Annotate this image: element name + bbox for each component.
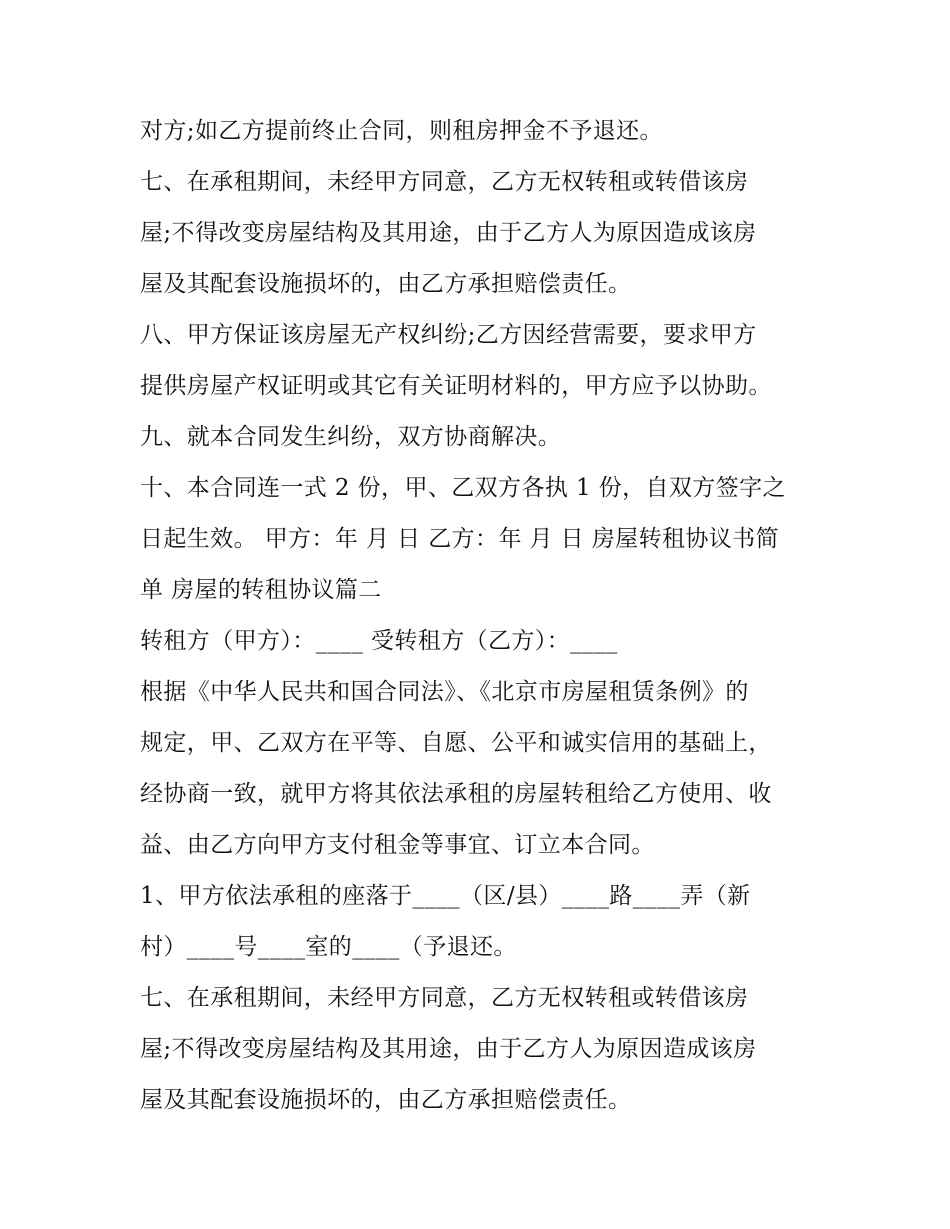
text-line: 村）____号____室的____（予退还。 [140,934,517,960]
text-line: 屋及其配套设施损坏的，由乙方承担赔偿责任。 [140,1087,632,1113]
text-line: 转租方（甲方）：____ 受转租方（乙方）：____ [140,628,618,654]
text-line: 经协商一致，就甲方将其依法承租的房屋转租给乙方使用、收 [140,781,772,807]
text-line: 八、甲方保证该房屋无产权纠纷;乙方因经营需要，要求甲方 [140,322,757,348]
text-line: 九、就本合同发生纠纷，双方协商解决。 [140,424,562,450]
text-line: 七、在承租期间，未经甲方同意，乙方无权转租或转借该房 [140,985,749,1011]
text-line: 屋;不得改变房屋结构及其用途，由于乙方人为原因造成该房 [140,220,757,246]
text-line: 规定，甲、乙双方在平等、自愿、公平和诚实信用的基础上， [140,730,772,756]
text-line: 十、本合同连一式 2 份，甲、乙双方各执 1 份，自双方签字之 [140,475,786,501]
text-line: 对方;如乙方提前终止合同，则租房押金不予退还。 [140,118,663,144]
text-line: 屋;不得改变房屋结构及其用途，由于乙方人为原因造成该房 [140,1036,757,1062]
document-body [140,106,830,1126]
text-line: 日起生效。 甲方：年 月 日 乙方：年 月 日 房屋转租协议书简 [140,526,779,552]
text-line: 单 房屋的转租协议篇二 [140,577,382,603]
text-line: 屋及其配套设施损坏的，由乙方承担赔偿责任。 [140,271,632,297]
text-line: 1、甲方依法承租的座落于____（区/县）____路____弄（新 [140,883,751,909]
text-line: 提供房屋产权证明或其它有关证明材料的，甲方应予以协助。 [140,373,772,399]
text-line: 益、由乙方向甲方支付租金等事宜、订立本合同。 [140,832,655,858]
text-line: 七、在承租期间，未经甲方同意，乙方无权转租或转借该房 [140,169,749,195]
text-line: 根据《中华人民共和国合同法》、《北京市房屋租赁条例》的 [140,679,749,705]
